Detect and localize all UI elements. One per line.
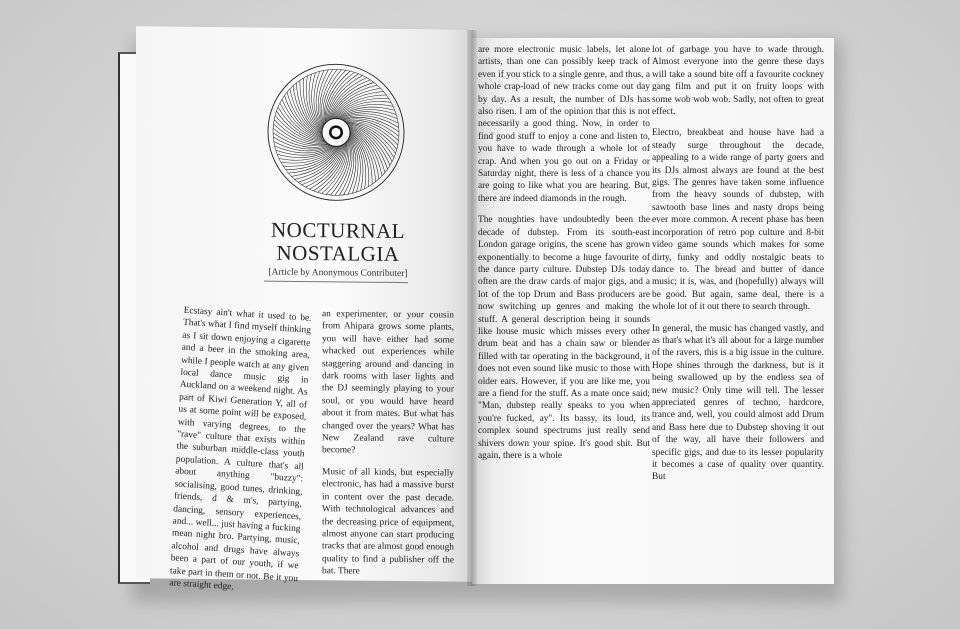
credit-divider [264,281,408,284]
right-col2-paragraph-2: Electro, breakbeat and house have had a steady surge throughout the decade, appealing to a wide range of party goers and its DJs almost always are found at the best gigs. The genres have taken some influence from the heavy sounds of dubstep, with sawtooth base lines and nasty drops being ever more common. A recent phase has been incorporation of retro pop culture and 8-bit video game sounds which makes for some dirty, funky and oddly nostalgic beats to dance to. The bread and butter of dance music; it is, was, and (hopefully) always will be good. But again, same deal, there is a whole lot of it out there to search through. [652,128,824,313]
right-col1-paragraph-2: The noughties have undoubtedly been the decade of dubstep. From its south-east London garage origins, the scene has grown exponentially to become a huge favourite of the dance party culture. Dubstep DJs today often are the draw cards of major gigs, and a lot of the top Drum and Bass producers are now switching up genres and making the stuff. A general description being it sounds like house music which misses every other drum beat and has a chain saw or blender filled with tar operating in the background, it does not even sound like music to those with older ears. However, if you are like me, you are a fiend for the stuff. As a mate once said; "Man, dubstep really speaks to you when you're fucked, ay". Its bassy, its loud, its complex sound spectrums just really send shivers down your spine. It's good shit. But again, there is a whole [478,215,650,461]
spiral-ray [277,146,334,158]
right-col1-paragraph-1: are more electronic music labels, let alone artists, than one can possibly keep track of even if you stick to a single genre, and thus, a whole crap-load of new tracks come out day by day. As a result, the number of DJs has also risen. I am of the opinion that this is not necessarily a good thing. Now, in order to find good stuff to enjoy a cone and listen to, you have to wade through a whole lot of crap. And when you go out on a Friday or Saturday night, there is less of a chance you are going to like what you are hearing. But, there are indeed diamonds in the rough. [478,45,650,204]
left-col2-paragraph-2: Music of all kinds, but especially electronic, has had a massive burst in content over the past decade. With technological advances and the decreasing price of equipment, almost anyone can start producing tracks that are almost good enough quality to find a publisher off the bat. There [322,467,454,577]
right-col2-paragraph-3: In general, the music has changed vastly, and as that's what it's all about for a large number of the ravers, this is a big issue in the culture. Hope shines through the darkness, but is it being swallowed up by the endless sea of new music? Only time will tell. The lesser appreciated genres of techno, hardcore, trance and, well, you could almost add Drum and Bass here due to Dubstep shoving it out of the way, all have their followers and specific gigs, and due to its lesser popularity it becomes a case of quality over quantity. But [652,323,824,483]
left-col1-text: Ecstasy ain't what it used to be. That's what I find myself thinking as I sit down enjoying a cigarette and a beer in the smoking area, while I people watch at any given local dance music gig in Auckland on a weekend night. As part of Kiwi Generation Y, all of us at some point will be exposed, with varying degrees, to the "rave" culture that exists within the suburban middle-class youth population. A culture that's all about anything "buzzy": socialising, good tunes, drinking, friends, d & m's, partying, dancing, sensory experiences, and... well... just having a fucking mean night bro. Partying, music, alcohol and drugs have always been a part of our youth, if we take part in them or not. Be it you are straight edge, [169,305,312,593]
spiral-ray [337,107,394,119]
right-page [472,38,834,584]
left-col2-paragraph-1: an experimenter, or your cousin from Ahipara grows some plants, you will have either had some whacked out experiences while staggering around and dancing in dark rooms with laser lights and the DJ seemingly playing to your soul, or you would have heard about it from mates. But what has changed over the years? What has New Zealand rave culture become? [322,309,454,457]
magazine-spine-gutter [467,30,477,586]
left-column-2 [322,308,454,588]
right-column-2 [652,44,824,493]
left-page [136,26,472,593]
article-title [228,218,448,266]
right-col2-paragraph-1: lot of garbage you have to wade through. Almost everyone into the genre these days will take a sound bite off a favourite cockney gang film and put it on fruity loops with some wob wob wob. Sadly, not often to great effect. [652,45,824,118]
right-column-1 [478,44,650,471]
spiral-emblem-icon [266,62,406,203]
title-line-1: NOCTURNAL [271,217,405,244]
article-credit: [Article by Anonymous Contributer] [268,267,408,280]
title-line-2: NOSTALGIA [276,240,400,266]
left-column-1 [169,305,312,607]
